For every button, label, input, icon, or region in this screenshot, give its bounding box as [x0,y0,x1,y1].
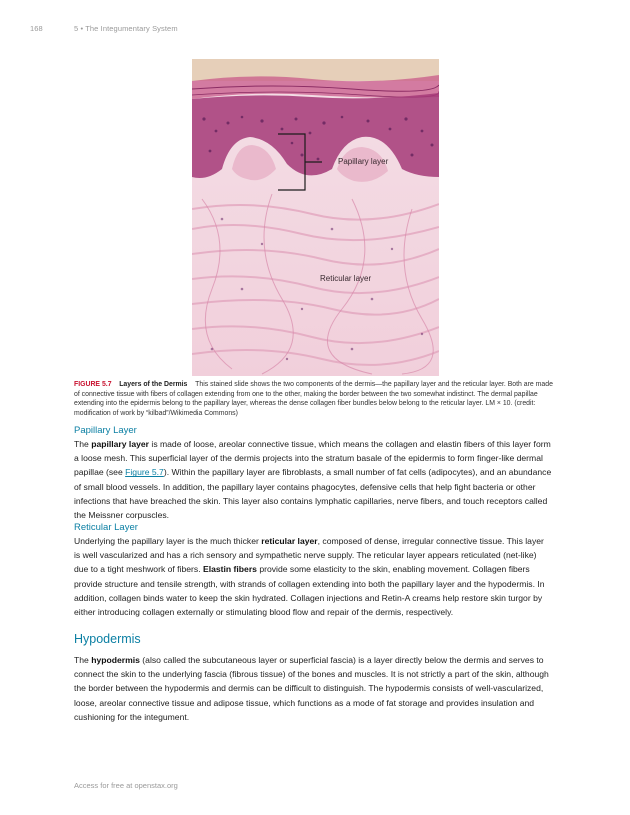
figure-caption [74,380,554,418]
chapter-title: 5 • The Integumentary System [74,24,178,33]
reticular-layer-label: Reticular layer [320,274,372,283]
term-papillary-layer: papillary layer [91,439,150,449]
reticular-heading: Reticular Layer [74,522,138,533]
page-number: 168 [30,24,43,33]
term-hypodermis: hypodermis [91,655,140,665]
figure-5-7-link[interactable]: Figure 5.7 [125,467,164,478]
caption-title: Layers of the Dermis [119,381,188,388]
hypodermis-heading: Hypodermis [74,632,141,646]
term-elastin-fibers: Elastin fibers [202,564,257,575]
papillary-paragraph: The papillary layer is made of loose, areolar connective tissue, which means the collagen and elastin fibers of this layer form a loose mesh. This superficial layer of the dermis projects into the stratum basale of the epidermis to form finger-like dermal papillae (see Figure 5.7). Within the papillary layer are fibroblasts, a small number of fat cells (adipocytes), and an abundance of small blood vessels. In addition, the papillary layer contains phagocytes, defensive cells that help fight bacteria or other infections that have breached the skin. This layer also contains lymphatic capillaries, nerve fibers, and touch receptors called the Meissner corpuscles. [74,439,552,521]
reticular-paragraph: Underlying the papillary layer is the much thicker reticular layer, composed of dense, irregular connective tissue. This layer is well vascularized and has a rich sensory and sympathetic nerve supply. The reticular layer appears reticulated (net-like) due to a tight meshwork of fibers. Elastin fibers provide some elasticity to the skin, enabling movement. Collagen fibers provide structure and tensile strength, with strands of collagen extending into both the papillary layer and the hypodermis. In addition, collagen binds water to keep the skin hydrated. Collagen injections and Retin-A creams help restore skin turgor by either introducing collagen externally or stimulating blood flow and repair of the dermis, respectively. [74,536,545,618]
micrograph-image [192,59,439,376]
dermis-micrograph [192,59,439,376]
papillary-layer-label: Papillary layer [338,157,389,166]
running-header [30,24,178,33]
term-reticular-layer: reticular layer [261,536,318,546]
papillary-heading: Papillary Layer [74,425,137,436]
caption-number: FIGURE 5.7 [74,381,112,388]
hypodermis-paragraph: The hypodermis (also called the subcutaneous layer or superficial fascia) is a layer directly below the dermis and serves to connect the skin to the underlying fascia (fibrous tissue) of the bones and muscles. It is not strictly a part of the skin, although the border between the hypodermis and dermis can be difficult to distinguish. The hypodermis consists of well-vascularized, loose, areolar connective tissue and adipose tissue, which functions as a mode of fat storage and provides insulation and cushioning for the integument. [74,655,549,722]
page-footer: Access for free at openstax.org [74,781,178,790]
caption-text: This stained slide shows the two components of the dermis—the papillary layer and the reticular layer. Both are made of connective tissue with fibers of collagen extending from one to the other, making the border between the two somewhat indistinct. The dermal papillae extending into the epidermis belong to the papillary layer, whereas the dense collagen fiber bundles below belong to the reticular layer. LM × 10. (credit: modification of work by “kilbad”/Wikimedia Commons) [74,381,553,417]
